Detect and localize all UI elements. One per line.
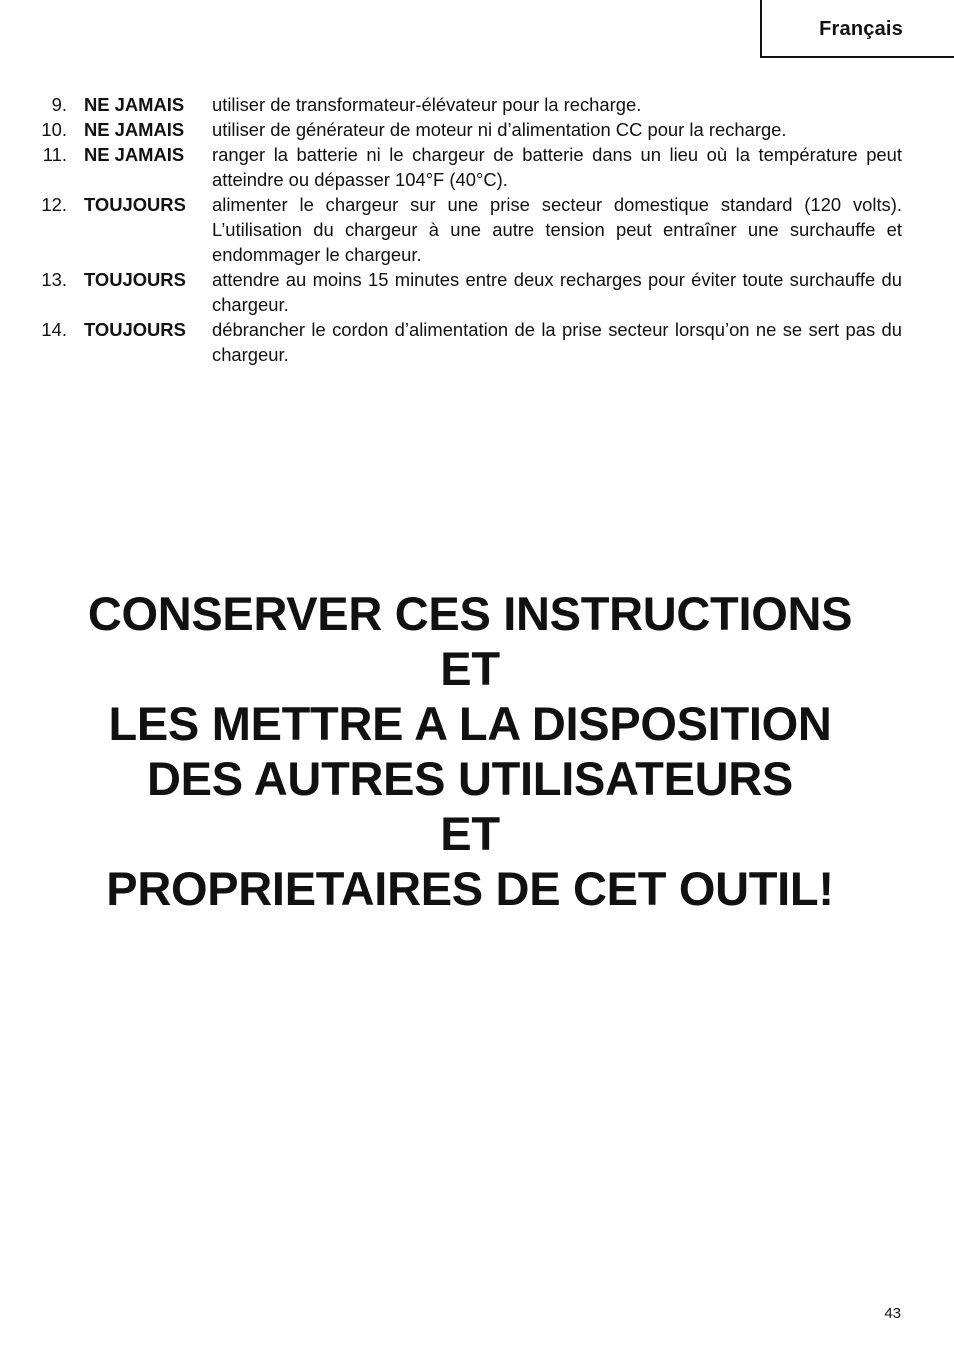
list-item: [30, 267, 902, 317]
list-item: [30, 192, 902, 267]
item-keyword: NE JAMAIS: [84, 94, 185, 115]
item-text: attendre au moins 15 minutes entre deux recharges pour éviter toute surchauffe du chargeur.: [212, 269, 902, 315]
headline-line: ET: [440, 807, 500, 860]
headline-line: ET: [440, 642, 500, 695]
item-number: 13.: [41, 269, 67, 290]
item-keyword: NE JAMAIS: [84, 119, 185, 140]
item-number: 11.: [42, 144, 67, 165]
headline-line: CONSERVER CES INSTRUCTIONS: [87, 587, 853, 640]
item-keyword: TOUJOURS: [84, 194, 186, 215]
list-item: [30, 317, 902, 367]
headline: [0, 586, 940, 916]
item-number: 9.: [51, 94, 67, 115]
list-item: [30, 92, 902, 117]
item-text: ranger la batterie ni le chargeur de batterie dans un lieu où la température peut atteindre ou dépasser 104°F (40°C).: [212, 144, 902, 190]
instruction-list: [30, 92, 902, 367]
headline-line: DES AUTRES UTILISATEURS: [147, 752, 793, 805]
language-label: Français: [819, 18, 903, 40]
list-item: [30, 142, 902, 192]
item-number: 10.: [41, 119, 67, 140]
item-number: 12.: [41, 194, 67, 215]
item-keyword: NE JAMAIS: [84, 144, 185, 165]
headline-line: LES METTRE A LA DISPOSITION: [108, 697, 832, 750]
item-keyword: TOUJOURS: [84, 269, 186, 290]
item-text: alimenter le chargeur sur une prise secteur domestique standard (120 volts). L’utilisation du chargeur à une autre tension peut entraîner une surchauffe et endommager le chargeur.: [212, 194, 902, 265]
language-tab: [760, 0, 954, 58]
headline-line: PROPRIETAIRES DE CET OUTIL!: [106, 862, 834, 915]
item-text: utiliser de transformateur-élévateur pour la recharge.: [212, 94, 642, 115]
item-number: 14.: [41, 319, 67, 340]
list-item: [30, 117, 902, 142]
item-keyword: TOUJOURS: [84, 319, 186, 340]
item-text: utiliser de générateur de moteur ni d’alimentation CC pour la recharge.: [212, 119, 787, 140]
page-number: 43: [884, 1305, 901, 1322]
item-text: débrancher le cordon d’alimentation de la prise secteur lorsqu’on ne se sert pas du chargeur.: [212, 319, 902, 365]
